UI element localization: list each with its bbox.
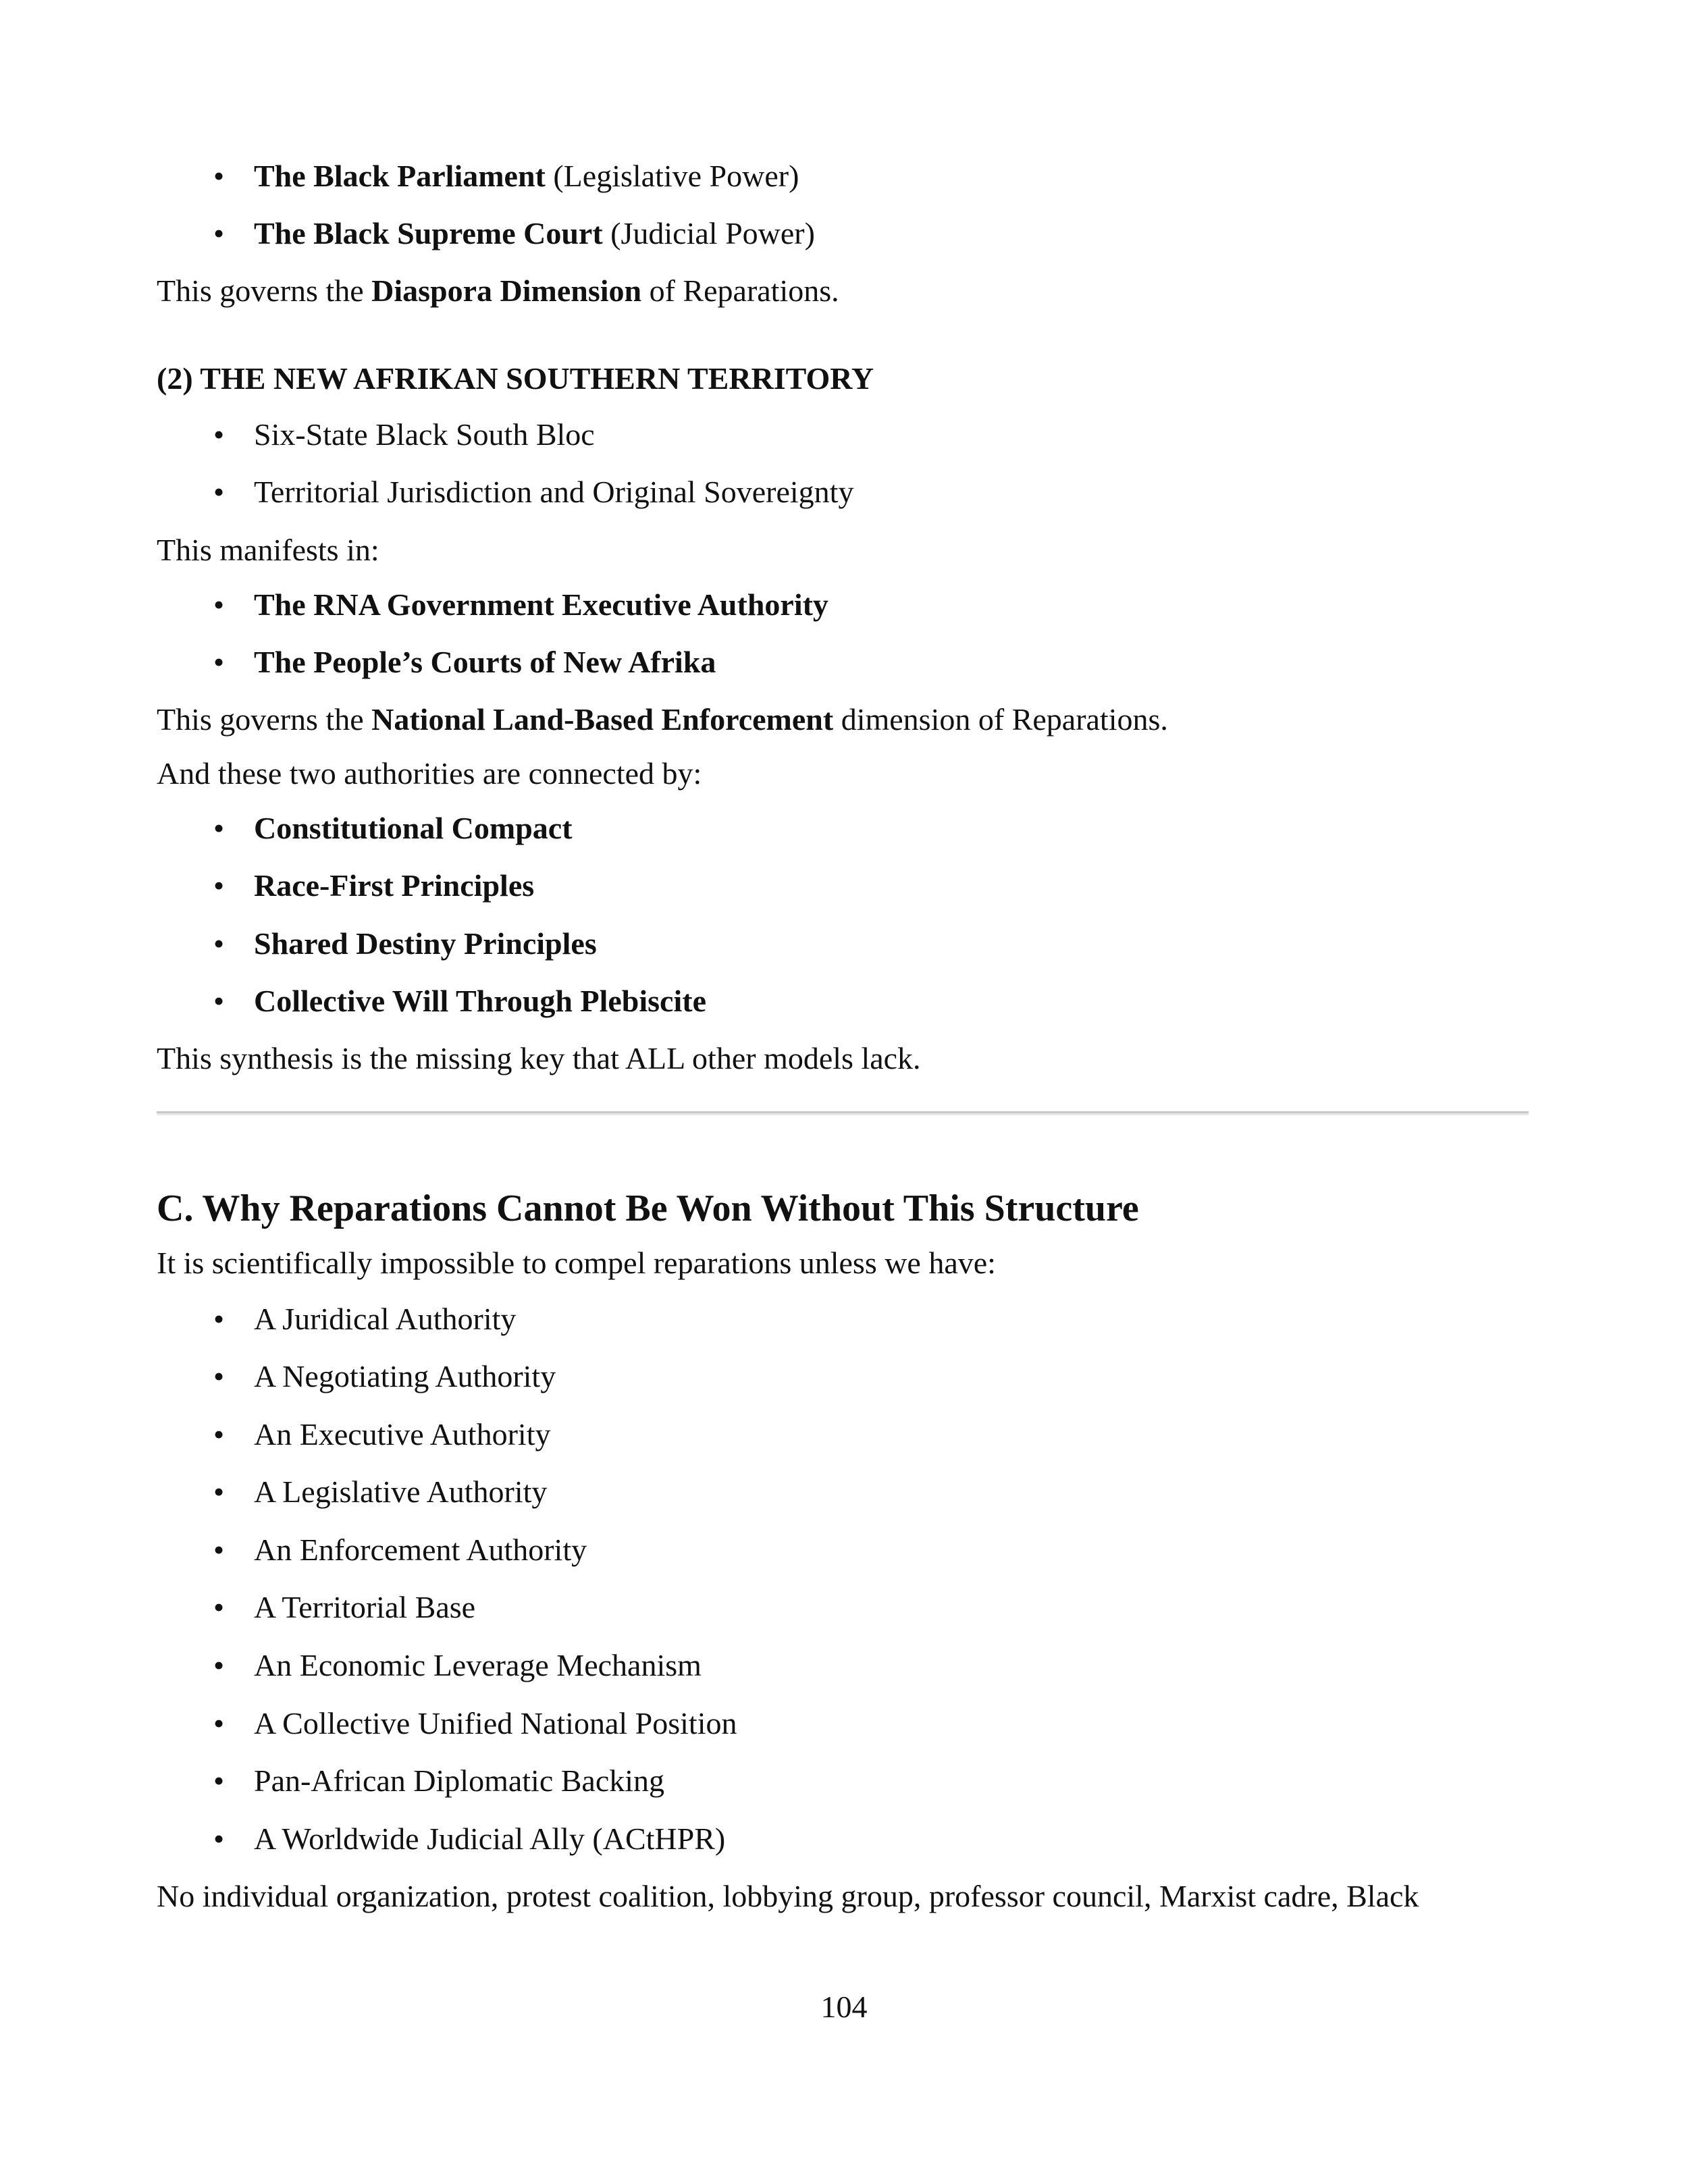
list-item-text: A Juridical Authority <box>254 1302 517 1336</box>
list-item-text: An Executive Authority <box>254 1417 551 1451</box>
list-item-text: A Worldwide Judicial Ally (ACtHPR) <box>254 1821 726 1856</box>
list-item-bold: The RNA Government Executive Authority <box>254 587 828 622</box>
diaspora-governs-paragraph: This governs the Diaspora Dimension of Reparations. <box>157 273 839 308</box>
bullet-glyph: • <box>213 1533 225 1567</box>
bullet-glyph: • <box>213 984 225 1018</box>
list-item-bold: The People’s Courts of New Afrika <box>254 645 716 679</box>
bullet-glyph: • <box>213 1302 225 1336</box>
bullet-glyph: • <box>213 159 225 193</box>
list-item-text: Six-State Black South Bloc <box>254 417 595 452</box>
list-item-bold: Shared Destiny Principles <box>254 926 597 961</box>
bullet-glyph: • <box>213 811 225 845</box>
bullet-glyph: • <box>213 868 225 903</box>
list-item-text: An Economic Leverage Mechanism <box>254 1648 702 1682</box>
bullet-glyph: • <box>213 645 225 679</box>
list-item-text: An Enforcement Authority <box>254 1533 587 1567</box>
bullet-glyph: • <box>213 1359 225 1393</box>
bullet-glyph: • <box>213 1763 225 1798</box>
bullet-glyph: • <box>213 1648 225 1682</box>
bullet-glyph: • <box>213 1417 225 1451</box>
horizontal-rule <box>157 1111 1529 1115</box>
bullet-glyph: • <box>213 1821 225 1856</box>
bullet-glyph: • <box>213 1474 225 1509</box>
list-item-text: A Legislative Authority <box>254 1474 548 1509</box>
list-item-bold: Collective Will Through Plebiscite <box>254 984 706 1018</box>
list-item-text: (Judicial Power) <box>602 216 815 250</box>
bullet-glyph: • <box>213 1590 225 1624</box>
bullet-glyph: • <box>213 216 225 250</box>
list-item-text: A Negotiating Authority <box>254 1359 556 1393</box>
list-item-text: Pan-African Diplomatic Backing <box>254 1763 665 1798</box>
bullet-glyph: • <box>213 926 225 961</box>
list-item-bold: The Black Supreme Court <box>254 216 603 250</box>
list-item-bold: The Black Parliament <box>254 159 546 193</box>
list-item-bold: Constitutional Compact <box>254 811 573 845</box>
bullet-glyph: • <box>213 475 225 509</box>
synthesis-paragraph: This synthesis is the missing key that ALL other models lack. <box>157 1041 921 1075</box>
bullet-glyph: • <box>213 417 225 452</box>
list-item-text: A Collective Unified National Position <box>254 1706 737 1740</box>
bullet-glyph: • <box>213 587 225 622</box>
bullet-glyph: • <box>213 1706 225 1740</box>
page-number: 104 <box>820 1990 868 2024</box>
section-c-closing-paragraph: No individual organization, protest coalition, lobbying group, professor council, Marxist cadre, Black <box>157 1879 1419 1913</box>
southern-territory-heading: (2) THE NEW AFRIKAN SOUTHERN TERRITORY <box>157 361 874 396</box>
list-item-text: A Territorial Base <box>254 1590 476 1624</box>
list-item-text: Territorial Jurisdiction and Original Sovereignty <box>254 475 854 509</box>
list-item-text: (Legislative Power) <box>545 159 799 193</box>
list-item-bold: Race-First Principles <box>254 868 535 903</box>
national-governs-paragraph: This governs the National Land-Based Enforcement dimension of Reparations. <box>157 702 1168 737</box>
section-c-heading: C. Why Reparations Cannot Be Won Without This Structure <box>157 1188 1139 1229</box>
connected-label: And these two authorities are connected by: <box>157 756 702 791</box>
section-c-intro: It is scientifically impossible to compel reparations unless we have: <box>157 1246 996 1280</box>
manifests-label: This manifests in: <box>157 533 379 567</box>
